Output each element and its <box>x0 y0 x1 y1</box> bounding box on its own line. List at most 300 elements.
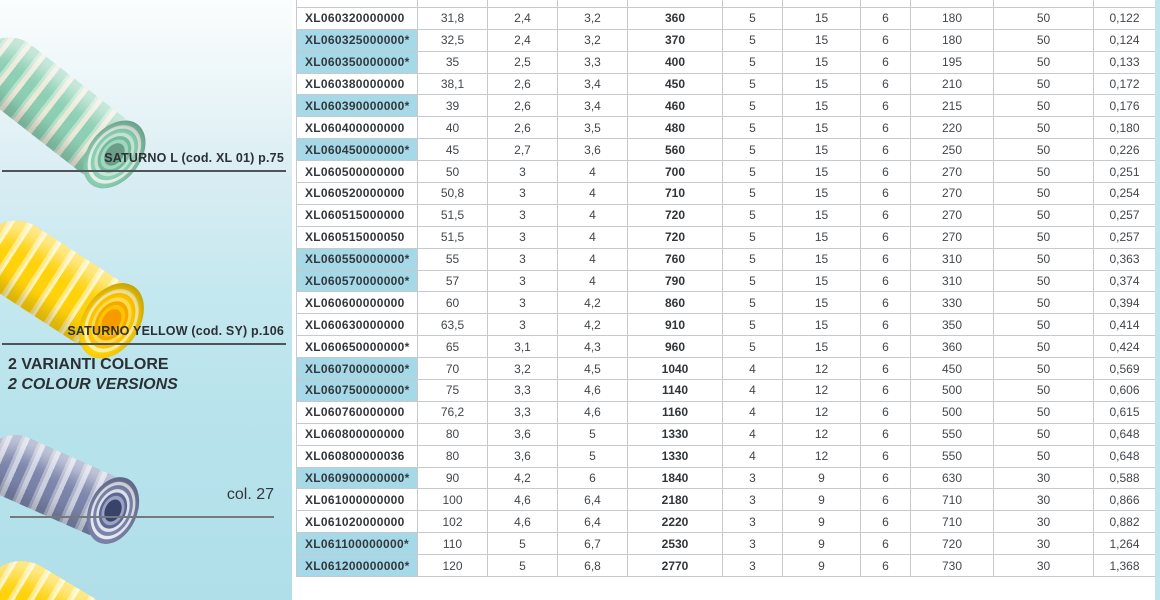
value-cell: 3,2 <box>558 7 628 29</box>
value-cell: 50 <box>994 423 1094 445</box>
divider-line <box>2 170 286 172</box>
value-cell <box>994 0 1094 7</box>
value-cell: 6 <box>861 380 911 402</box>
table-row <box>297 533 1156 555</box>
table-row <box>297 7 1156 29</box>
colour-versions-note <box>8 355 178 395</box>
value-cell: 4 <box>558 248 628 270</box>
value-cell: 4,2 <box>488 467 558 489</box>
value-cell: 0,254 <box>1094 183 1156 205</box>
table-row-partial <box>297 0 1156 7</box>
value-cell: 6 <box>861 358 911 380</box>
value-cell <box>911 0 994 7</box>
value-cell: 2,6 <box>488 73 558 95</box>
value-cell: 3,2 <box>558 29 628 51</box>
value-cell: 720 <box>628 226 723 248</box>
value-cell: 6 <box>861 423 911 445</box>
table-row <box>297 445 1156 467</box>
value-cell: 270 <box>911 204 994 226</box>
table-row <box>297 226 1156 248</box>
table-row <box>297 73 1156 95</box>
value-cell: 50 <box>994 292 1094 314</box>
value-cell: 6 <box>861 511 911 533</box>
product-code-cell: XL060450000000* <box>297 139 418 161</box>
value-cell <box>488 0 558 7</box>
value-cell: 5 <box>723 183 783 205</box>
value-cell: 6 <box>861 29 911 51</box>
product-code-cell: XL060570000000* <box>297 270 418 292</box>
value-cell: 4,6 <box>488 489 558 511</box>
value-cell: 6 <box>861 204 911 226</box>
value-cell: 0,226 <box>1094 139 1156 161</box>
value-cell: 6 <box>861 445 911 467</box>
value-cell <box>783 0 861 7</box>
value-cell: 6 <box>861 467 911 489</box>
value-cell: 9 <box>783 467 861 489</box>
value-cell: 6 <box>861 292 911 314</box>
value-cell: 32,5 <box>418 29 488 51</box>
product-code-cell: XL060600000000 <box>297 292 418 314</box>
value-cell: 0,122 <box>1094 7 1156 29</box>
product-code-cell: XL060900000000* <box>297 467 418 489</box>
value-cell: 0,648 <box>1094 445 1156 467</box>
value-cell: 50,8 <box>418 183 488 205</box>
table-row <box>297 336 1156 358</box>
value-cell: 6 <box>861 489 911 511</box>
value-cell: 4,6 <box>488 511 558 533</box>
value-cell: 3,6 <box>488 445 558 467</box>
value-cell: 3,6 <box>558 139 628 161</box>
colour-code-note: col. 27 <box>226 486 274 503</box>
value-cell: 3,1 <box>488 336 558 358</box>
value-cell: 15 <box>783 183 861 205</box>
value-cell: 5 <box>723 248 783 270</box>
value-cell: 3,3 <box>488 380 558 402</box>
value-cell: 550 <box>911 423 994 445</box>
value-cell: 710 <box>911 511 994 533</box>
value-cell: 5 <box>488 555 558 577</box>
table-row <box>297 555 1156 577</box>
value-cell: 180 <box>911 29 994 51</box>
value-cell: 50 <box>994 73 1094 95</box>
table-row <box>297 51 1156 73</box>
value-cell: 500 <box>911 380 994 402</box>
value-cell: 6 <box>861 314 911 336</box>
value-cell: 1160 <box>628 401 723 423</box>
value-cell: 15 <box>783 270 861 292</box>
value-cell: 3 <box>723 533 783 555</box>
product-code-cell: XL060325000000* <box>297 29 418 51</box>
value-cell: 4 <box>558 204 628 226</box>
value-cell: 6 <box>861 555 911 577</box>
value-cell: 4 <box>723 401 783 423</box>
value-cell: 2770 <box>628 555 723 577</box>
value-cell: 0,257 <box>1094 204 1156 226</box>
divider-line <box>10 516 274 518</box>
hose-table-body <box>297 0 1156 577</box>
value-cell: 0,866 <box>1094 489 1156 511</box>
value-cell: 3,5 <box>558 117 628 139</box>
product-code-cell: XL060630000000 <box>297 314 418 336</box>
table-row <box>297 139 1156 161</box>
value-cell: 50 <box>994 183 1094 205</box>
value-cell: 50 <box>994 270 1094 292</box>
value-cell: 5 <box>723 161 783 183</box>
value-cell: 720 <box>628 204 723 226</box>
product-code-cell: XL060760000000 <box>297 401 418 423</box>
yellow-spiral-hose-image <box>0 206 149 363</box>
value-cell: 630 <box>911 467 994 489</box>
value-cell: 0,124 <box>1094 29 1156 51</box>
value-cell: 5 <box>723 336 783 358</box>
value-cell: 6,4 <box>558 511 628 533</box>
green-spiral-hose-image <box>0 23 150 193</box>
value-cell: 5 <box>558 445 628 467</box>
value-cell: 5 <box>723 51 783 73</box>
value-cell: 3,4 <box>558 73 628 95</box>
value-cell: 360 <box>628 7 723 29</box>
divider-line <box>2 343 286 345</box>
value-cell: 2,4 <box>488 29 558 51</box>
value-cell: 4 <box>558 183 628 205</box>
value-cell: 15 <box>783 292 861 314</box>
value-cell: 460 <box>628 95 723 117</box>
value-cell: 40 <box>418 117 488 139</box>
product-code-cell: XL060380000000 <box>297 73 418 95</box>
value-cell: 2,6 <box>488 117 558 139</box>
value-cell: 9 <box>783 489 861 511</box>
table-row <box>297 292 1156 314</box>
product-code-cell <box>297 0 418 7</box>
value-cell: 250 <box>911 139 994 161</box>
value-cell: 2180 <box>628 489 723 511</box>
value-cell: 5 <box>723 73 783 95</box>
value-cell: 15 <box>783 51 861 73</box>
value-cell: 3,2 <box>488 358 558 380</box>
product-code-cell: XL060515000050 <box>297 226 418 248</box>
value-cell: 51,5 <box>418 204 488 226</box>
value-cell <box>628 0 723 7</box>
value-cell <box>1094 0 1156 7</box>
value-cell: 3 <box>488 292 558 314</box>
value-cell: 4 <box>723 380 783 402</box>
value-cell: 4 <box>723 358 783 380</box>
value-cell: 360 <box>911 336 994 358</box>
value-cell: 80 <box>418 423 488 445</box>
product-code-cell: XL060500000000 <box>297 161 418 183</box>
value-cell: 6 <box>861 248 911 270</box>
spec-table-area <box>292 0 1155 600</box>
value-cell: 6 <box>861 336 911 358</box>
value-cell: 4,2 <box>558 292 628 314</box>
value-cell: 3 <box>723 489 783 511</box>
value-cell: 790 <box>628 270 723 292</box>
value-cell: 110 <box>418 533 488 555</box>
value-cell: 760 <box>628 248 723 270</box>
value-cell: 6 <box>861 95 911 117</box>
value-cell: 350 <box>911 314 994 336</box>
value-cell: 15 <box>783 95 861 117</box>
value-cell: 4 <box>558 161 628 183</box>
value-cell: 2,4 <box>488 7 558 29</box>
value-cell: 4,3 <box>558 336 628 358</box>
value-cell: 6 <box>861 161 911 183</box>
table-row <box>297 183 1156 205</box>
value-cell: 2,7 <box>488 139 558 161</box>
value-cell: 3,6 <box>488 423 558 445</box>
value-cell: 550 <box>911 445 994 467</box>
value-cell: 3 <box>488 161 558 183</box>
value-cell: 310 <box>911 270 994 292</box>
value-cell: 2220 <box>628 511 723 533</box>
product-code-cell: XL060390000000* <box>297 95 418 117</box>
table-row <box>297 511 1156 533</box>
value-cell: 50 <box>994 380 1094 402</box>
value-cell: 0,180 <box>1094 117 1156 139</box>
value-cell: 5 <box>723 226 783 248</box>
value-cell: 5 <box>723 270 783 292</box>
value-cell: 270 <box>911 161 994 183</box>
value-cell: 12 <box>783 401 861 423</box>
value-cell: 102 <box>418 511 488 533</box>
yellow-spiral-hose-cropped-image <box>0 546 155 600</box>
value-cell: 5 <box>723 7 783 29</box>
value-cell: 31,8 <box>418 7 488 29</box>
value-cell: 38,1 <box>418 73 488 95</box>
value-cell: 3,3 <box>488 401 558 423</box>
value-cell: 4,2 <box>558 314 628 336</box>
value-cell: 3 <box>488 270 558 292</box>
value-cell: 60 <box>418 292 488 314</box>
product-code-cell: XL060800000036 <box>297 445 418 467</box>
product-code-cell: XL060350000000* <box>297 51 418 73</box>
value-cell: 50 <box>994 445 1094 467</box>
value-cell: 210 <box>911 73 994 95</box>
value-cell: 15 <box>783 161 861 183</box>
value-cell: 30 <box>994 489 1094 511</box>
value-cell: 3,4 <box>558 95 628 117</box>
product-code-cell: XL061000000000 <box>297 489 418 511</box>
value-cell: 6 <box>861 73 911 95</box>
value-cell: 3 <box>488 226 558 248</box>
value-cell: 220 <box>911 117 994 139</box>
value-cell: 0,648 <box>1094 423 1156 445</box>
value-cell: 960 <box>628 336 723 358</box>
value-cell: 6 <box>558 467 628 489</box>
table-row <box>297 467 1156 489</box>
value-cell: 6 <box>861 183 911 205</box>
value-cell: 50 <box>994 226 1094 248</box>
value-cell: 0,882 <box>1094 511 1156 533</box>
hose-spec-table <box>296 0 1155 577</box>
table-row <box>297 270 1156 292</box>
value-cell: 1140 <box>628 380 723 402</box>
value-cell: 910 <box>628 314 723 336</box>
value-cell: 55 <box>418 248 488 270</box>
value-cell: 9 <box>783 533 861 555</box>
value-cell: 3 <box>723 467 783 489</box>
value-cell: 480 <box>628 117 723 139</box>
value-cell: 0,176 <box>1094 95 1156 117</box>
value-cell: 0,363 <box>1094 248 1156 270</box>
value-cell: 6,4 <box>558 489 628 511</box>
value-cell: 4 <box>558 270 628 292</box>
value-cell: 15 <box>783 73 861 95</box>
colour-versions-subtitle: 2 COLOUR VERSIONS <box>8 376 178 393</box>
value-cell: 330 <box>911 292 994 314</box>
value-cell: 4 <box>723 445 783 467</box>
table-row <box>297 161 1156 183</box>
value-cell: 1,264 <box>1094 533 1156 555</box>
value-cell: 35 <box>418 51 488 73</box>
product-code-cell: XL060700000000* <box>297 358 418 380</box>
value-cell: 6,7 <box>558 533 628 555</box>
value-cell: 4 <box>723 423 783 445</box>
value-cell: 50 <box>994 204 1094 226</box>
table-row <box>297 380 1156 402</box>
value-cell: 1330 <box>628 423 723 445</box>
value-cell: 3 <box>488 204 558 226</box>
value-cell: 5 <box>723 204 783 226</box>
value-cell: 0,424 <box>1094 336 1156 358</box>
value-cell: 5 <box>723 139 783 161</box>
value-cell: 860 <box>628 292 723 314</box>
value-cell: 3 <box>723 555 783 577</box>
value-cell: 710 <box>628 183 723 205</box>
product-code-cell: XL060520000000 <box>297 183 418 205</box>
value-cell: 370 <box>628 29 723 51</box>
value-cell: 1040 <box>628 358 723 380</box>
value-cell: 15 <box>783 7 861 29</box>
value-cell: 63,5 <box>418 314 488 336</box>
value-cell: 15 <box>783 117 861 139</box>
value-cell: 50 <box>994 314 1094 336</box>
value-cell: 1330 <box>628 445 723 467</box>
table-row <box>297 358 1156 380</box>
value-cell: 2,6 <box>488 95 558 117</box>
value-cell: 2530 <box>628 533 723 555</box>
table-row <box>297 204 1156 226</box>
value-cell: 50 <box>994 336 1094 358</box>
value-cell: 50 <box>994 248 1094 270</box>
value-cell <box>558 0 628 7</box>
table-row <box>297 489 1156 511</box>
value-cell: 12 <box>783 358 861 380</box>
value-cell: 50 <box>994 161 1094 183</box>
value-cell: 180 <box>911 7 994 29</box>
value-cell: 450 <box>628 73 723 95</box>
value-cell: 0,133 <box>1094 51 1156 73</box>
product-caption-saturno-l: SATURNO L (cod. XL 01) p.75 <box>104 151 284 165</box>
value-cell: 6 <box>861 139 911 161</box>
hose-opening <box>77 469 149 552</box>
value-cell: 80 <box>418 445 488 467</box>
product-code-cell: XL061020000000 <box>297 511 418 533</box>
value-cell: 51,5 <box>418 226 488 248</box>
value-cell <box>418 0 488 7</box>
value-cell: 30 <box>994 467 1094 489</box>
value-cell: 5 <box>488 533 558 555</box>
value-cell: 5 <box>558 423 628 445</box>
value-cell: 50 <box>994 7 1094 29</box>
value-cell: 195 <box>911 51 994 73</box>
value-cell: 6,8 <box>558 555 628 577</box>
value-cell: 15 <box>783 314 861 336</box>
product-code-cell: XL060800000000 <box>297 423 418 445</box>
value-cell: 15 <box>783 29 861 51</box>
value-cell: 50 <box>994 117 1094 139</box>
value-cell <box>861 0 911 7</box>
value-cell: 0,394 <box>1094 292 1156 314</box>
value-cell: 500 <box>911 401 994 423</box>
value-cell: 6 <box>861 270 911 292</box>
value-cell: 6 <box>861 51 911 73</box>
product-code-cell: XL061100000000* <box>297 533 418 555</box>
value-cell: 3 <box>723 511 783 533</box>
value-cell: 5 <box>723 95 783 117</box>
value-cell: 4,6 <box>558 380 628 402</box>
value-cell: 12 <box>783 423 861 445</box>
value-cell: 6 <box>861 7 911 29</box>
product-caption-saturno-yellow: SATURNO YELLOW (cod. SY) p.106 <box>67 324 284 338</box>
value-cell: 50 <box>994 358 1094 380</box>
value-cell: 90 <box>418 467 488 489</box>
value-cell: 450 <box>911 358 994 380</box>
value-cell: 15 <box>783 226 861 248</box>
value-cell: 50 <box>994 51 1094 73</box>
value-cell: 5 <box>723 29 783 51</box>
value-cell: 9 <box>783 555 861 577</box>
value-cell: 12 <box>783 380 861 402</box>
value-cell: 0,172 <box>1094 73 1156 95</box>
product-code-cell: XL060650000000* <box>297 336 418 358</box>
value-cell: 720 <box>911 533 994 555</box>
value-cell: 15 <box>783 248 861 270</box>
value-cell: 57 <box>418 270 488 292</box>
product-code-cell: XL060320000000 <box>297 7 418 29</box>
colour-versions-title: 2 VARIANTI COLORE <box>8 356 169 373</box>
value-cell: 0,606 <box>1094 380 1156 402</box>
value-cell: 6 <box>861 401 911 423</box>
value-cell: 0,374 <box>1094 270 1156 292</box>
value-cell: 0,414 <box>1094 314 1156 336</box>
table-row <box>297 248 1156 270</box>
table-row <box>297 117 1156 139</box>
product-code-cell: XL061200000000* <box>297 555 418 577</box>
table-row <box>297 423 1156 445</box>
value-cell: 700 <box>628 161 723 183</box>
value-cell: 15 <box>783 139 861 161</box>
value-cell: 50 <box>994 139 1094 161</box>
value-cell: 5 <box>723 117 783 139</box>
product-image-panel <box>0 0 292 600</box>
table-row <box>297 29 1156 51</box>
product-code-cell: XL060515000000 <box>297 204 418 226</box>
value-cell: 2,5 <box>488 51 558 73</box>
value-cell: 400 <box>628 51 723 73</box>
value-cell: 5 <box>723 314 783 336</box>
value-cell: 4,5 <box>558 358 628 380</box>
value-cell: 0,257 <box>1094 226 1156 248</box>
value-cell: 6 <box>861 533 911 555</box>
value-cell: 6 <box>861 117 911 139</box>
value-cell <box>723 0 783 7</box>
value-cell: 30 <box>994 511 1094 533</box>
value-cell: 3,3 <box>558 51 628 73</box>
value-cell: 50 <box>994 29 1094 51</box>
value-cell: 0,588 <box>1094 467 1156 489</box>
value-cell: 4,6 <box>558 401 628 423</box>
